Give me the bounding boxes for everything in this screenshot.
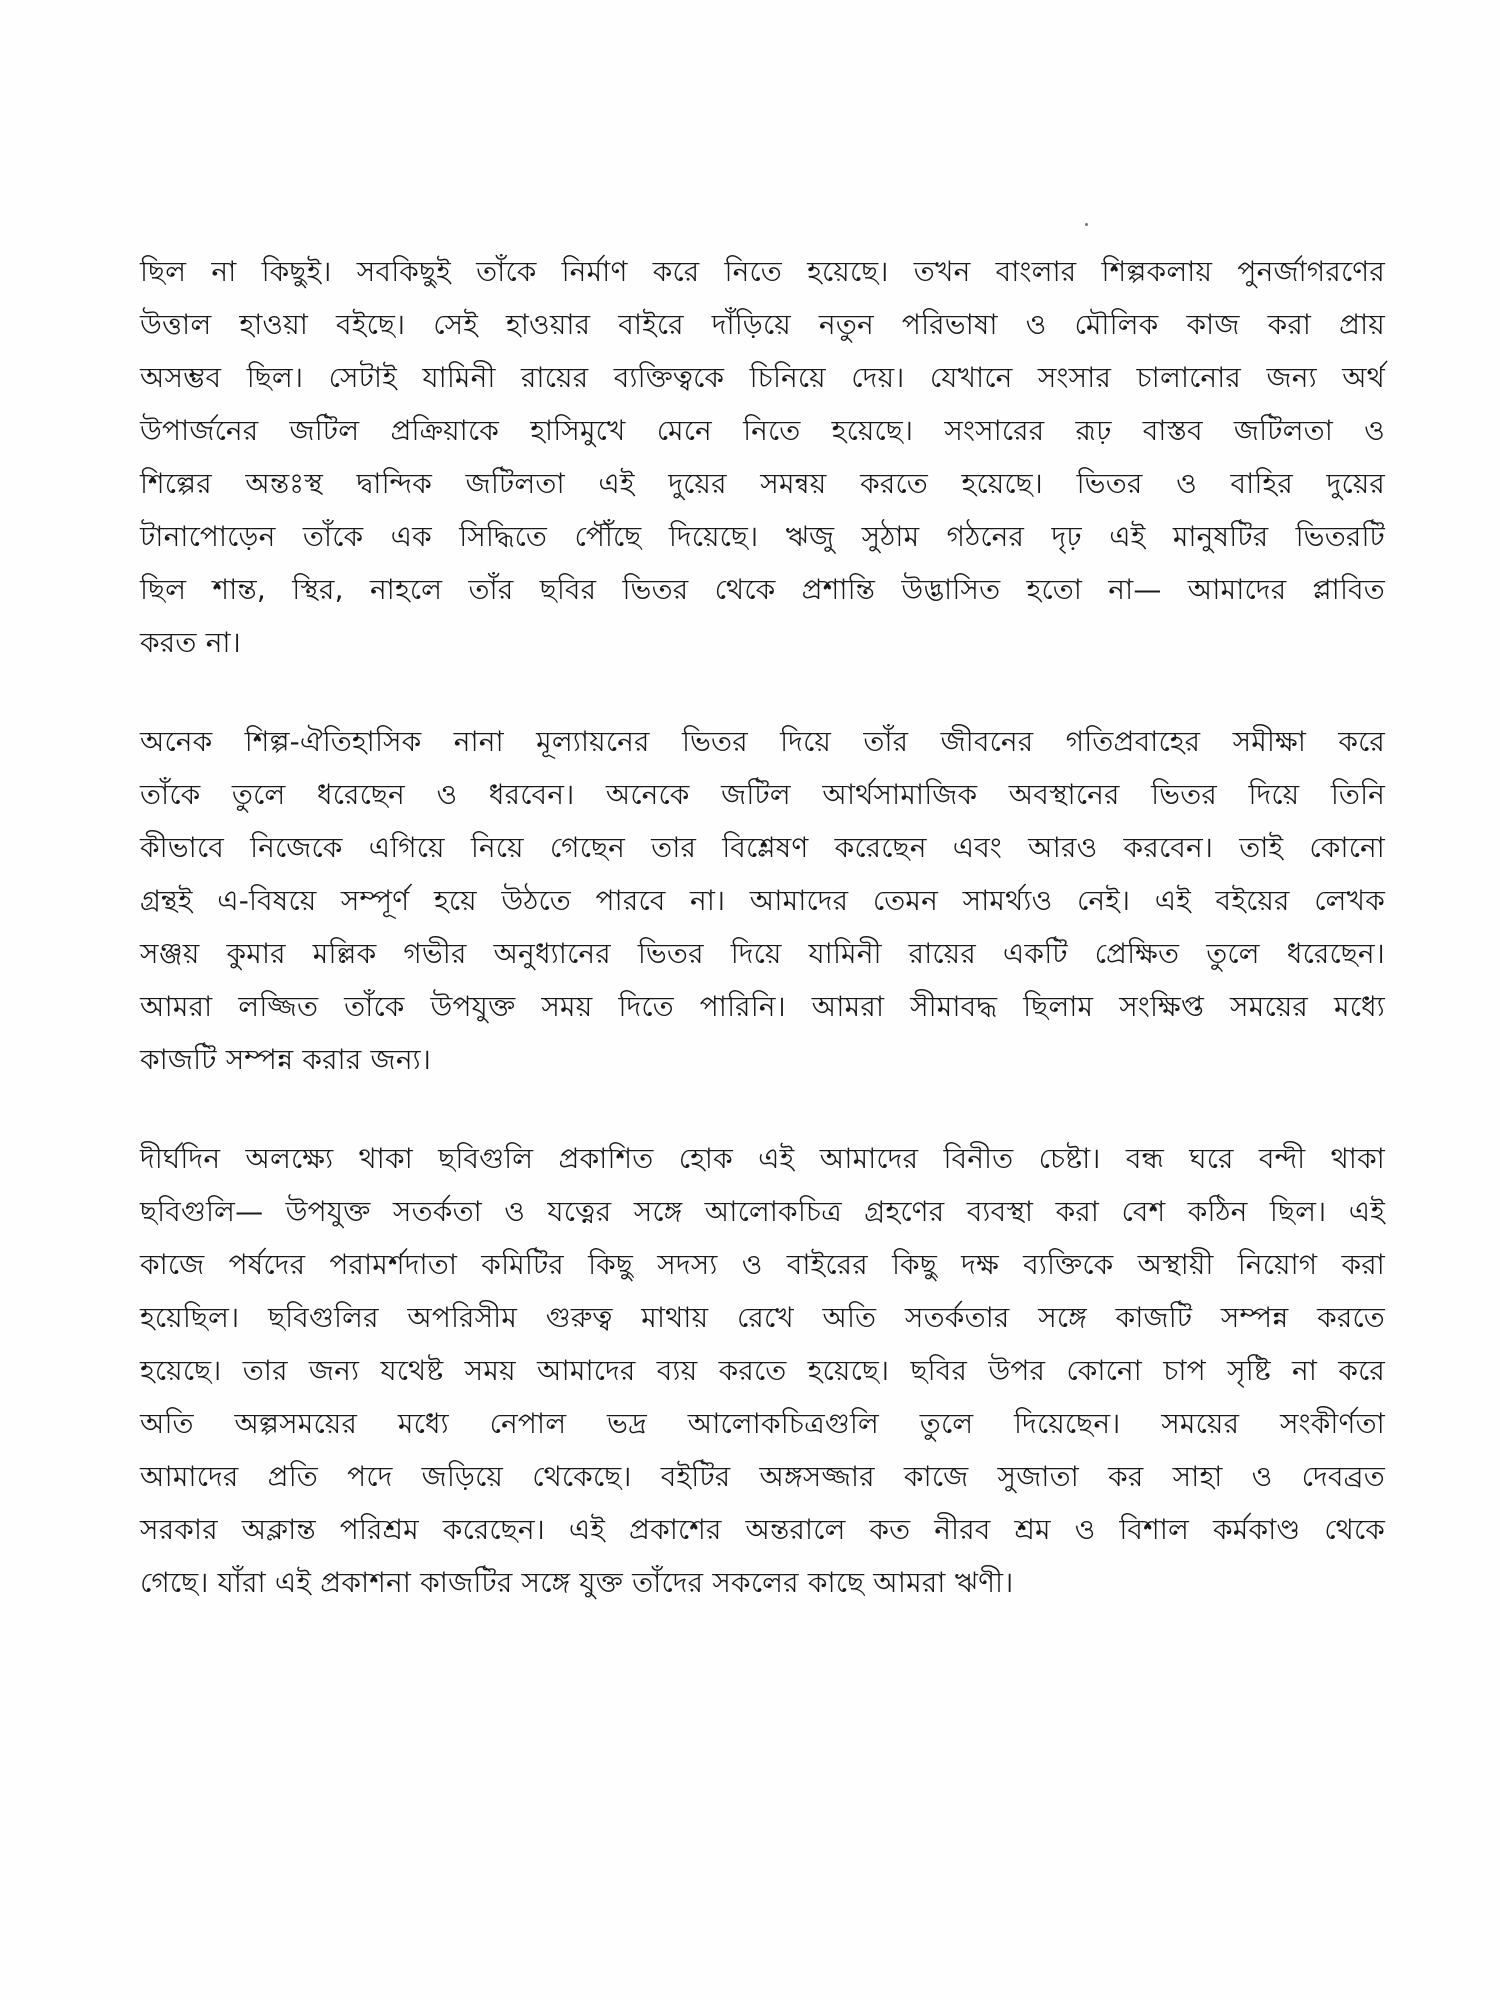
print-speck [1085, 223, 1088, 226]
text-line: ছবিগুলি— উপযুক্ত সতর্কতা ও যত্নের সঙ্গে আলোকচিত্র গ্রহণের ব্যবস্থা করা বেশ কঠিন ছিল। এই [140, 1195, 1385, 1228]
text-line: তাঁকে তুলে ধরেছেন ও ধরবেন। অনেকে জটিল আর্থসামাজিক অবস্থানের ভিতর দিয়ে তিনি [140, 778, 1385, 811]
text-line: কাজে পর্ষদের পরামর্শদাতা কমিটির কিছু সদস্য ও বাইরের কিছু দক্ষ ব্যক্তিকে অস্থায়ী নিয়োগ করা [140, 1248, 1385, 1281]
text-line: হয়েছিল। ছবিগুলির অপরিসীম গুরুত্ব মাথায় রেখে অতি সতর্কতার সঙ্গে কাজটি সম্পন্ন করতে [140, 1301, 1385, 1334]
paragraph-1 [140, 245, 1385, 669]
text-line: অসম্ভব ছিল। সেটাই যামিনী রায়ের ব্যক্তিত্বকে চিনিয়ে দেয়। যেখানে সংসার চালানোর জন্য অর্থ [140, 361, 1385, 394]
text-line: অনেক শিল্প-ঐতিহাসিক নানা মূল্যায়নের ভিতর দিয়ে তাঁর জীবনের গতিপ্রবাহের সমীক্ষা করে [140, 725, 1385, 758]
text-line: সঞ্জয় কুমার মল্লিক গভীর অনুধ্যানের ভিতর দিয়ে যামিনী রায়ের একটি প্রেক্ষিত তুলে ধরেছেন। [140, 937, 1385, 970]
text-line: আমরা লজ্জিত তাঁকে উপযুক্ত সময় দিতে পারিনি। আমরা সীমাবদ্ধ ছিলাম সংক্ষিপ্ত সময়ের মধ্যে [140, 990, 1385, 1023]
text-line: গেছে। যাঁরা এই প্রকাশনা কাজটির সঙ্গে যুক্ত তাঁদের সকলের কাছে আমরা ঋণী। [140, 1566, 1014, 1599]
text-line: উপার্জনের জটিল প্রক্রিয়াকে হাসিমুখে মেনে নিতে হয়েছে। সংসারের রূঢ় বাস্তব জটিলতা ও [140, 414, 1385, 447]
text-line: গ্রন্থই এ-বিষয়ে সম্পূর্ণ হয়ে উঠতে পারবে না। আমাদের তেমন সামর্থ্যও নেই। এই বইয়ের লেখক [140, 884, 1385, 917]
body-text [140, 245, 1385, 1655]
text-line: হয়েছে। তার জন্য যথেষ্ট সময় আমাদের ব্যয় করতে হয়েছে। ছবির উপর কোনো চাপ সৃষ্টি না করে [140, 1354, 1385, 1387]
paragraph-3 [140, 1132, 1385, 1609]
text-line: করত না। [140, 626, 241, 659]
text-line: কীভাবে নিজেকে এগিয়ে নিয়ে গেছেন তার বিশ্লেষণ করেছেন এবং আরও করবেন। তাই কোনো [140, 831, 1385, 864]
text-line: ছিল না কিছুই। সবকিছুই তাঁকে নির্মাণ করে নিতে হয়েছে। তখন বাংলার শিল্পকলায় পুনর্জাগরণের [140, 255, 1385, 288]
text-line: সরকার অক্লান্ত পরিশ্রম করেছেন। এই প্রকাশের অন্তরালে কত নীরব শ্রম ও বিশাল কর্মকাণ্ড থেকে [140, 1513, 1385, 1546]
text-line: ছিল শান্ত, স্থির, নাহলে তাঁর ছবির ভিতর থেকে প্রশান্তি উদ্ভাসিত হতো না— আমাদের প্লাবিত [140, 573, 1385, 606]
text-line: টানাপোড়েন তাঁকে এক সিদ্ধিতে পৌঁছে দিয়েছে। ঋজু সুঠাম গঠনের দৃঢ় এই মানুষটির ভিতরটি [140, 520, 1385, 553]
paragraph-2 [140, 715, 1385, 1086]
text-line: দীর্ঘদিন অলক্ষ্যে থাকা ছবিগুলি প্রকাশিত হোক এই আমাদের বিনীত চেষ্টা। বন্ধ ঘরে বন্দী থাকা [140, 1142, 1385, 1175]
text-line: উত্তাল হাওয়া বইছে। সেই হাওয়ার বাইরে দাঁড়িয়ে নতুন পরিভাষা ও মৌলিক কাজ করা প্রায় [140, 308, 1385, 341]
text-line: শিল্পের অন্তঃস্থ দ্বান্দিক জটিলতা এই দুয়ের সমন্বয় করতে হয়েছে। ভিতর ও বাহির দুয়ের [140, 467, 1385, 500]
text-line: কাজটি সম্পন্ন করার জন্য। [140, 1043, 432, 1076]
text-line: আমাদের প্রতি পদে জড়িয়ে থেকেছে। বইটির অঙ্গসজ্জার কাজে সুজাতা কর সাহা ও দেবব্রত [140, 1460, 1385, 1493]
text-line: অতি অল্পসময়ের মধ্যে নেপাল ভদ্র আলোকচিত্রগুলি তুলে দিয়েছেন। সময়ের সংকীর্ণতা [140, 1407, 1385, 1440]
